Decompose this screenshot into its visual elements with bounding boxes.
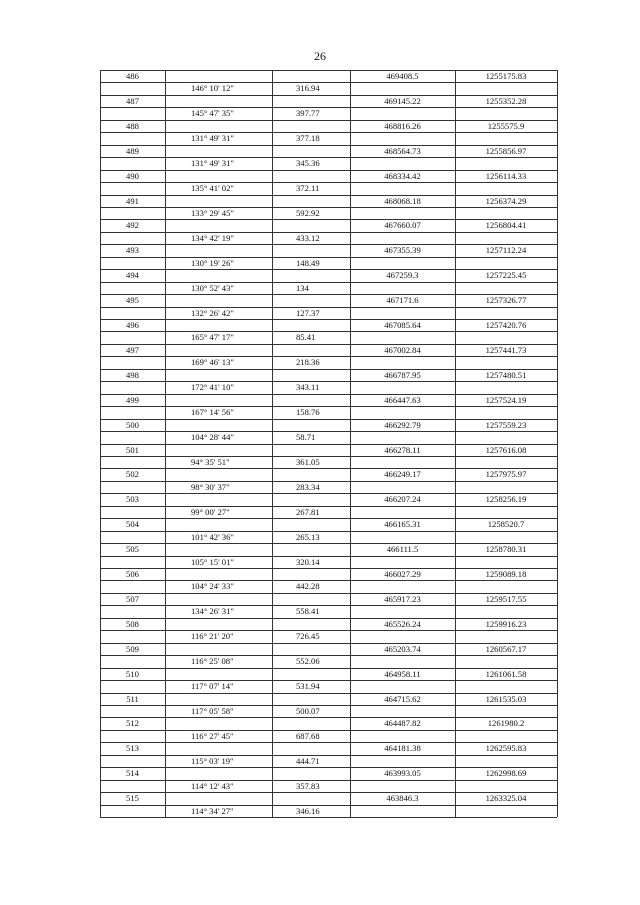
row-divider (100, 655, 557, 656)
row-divider (100, 518, 557, 519)
point-id: 505 (126, 544, 139, 555)
point-id: 498 (126, 369, 139, 380)
row-divider (100, 767, 557, 768)
row-divider (100, 157, 557, 158)
segment-length: 345.36 (296, 158, 320, 169)
row-divider (100, 792, 557, 793)
y-coordinate: 1257225.45 (485, 270, 527, 281)
point-row (100, 518, 557, 531)
point-row (100, 668, 557, 681)
row-divider (100, 170, 557, 171)
segment-row (100, 755, 557, 768)
segment-row (100, 431, 557, 444)
segment-length: 316.94 (296, 83, 320, 94)
row-divider (100, 182, 557, 183)
row-divider (100, 132, 557, 133)
row-divider (100, 481, 557, 482)
segment-row (100, 580, 557, 593)
segment-length: 218.36 (296, 357, 320, 368)
y-coordinate: 1256114.33 (485, 170, 527, 181)
y-coordinate: 1257441.73 (485, 344, 527, 355)
segment-length: 592.92 (296, 207, 320, 218)
point-id: 513 (126, 743, 139, 754)
row-divider (100, 331, 557, 332)
segment-row (100, 232, 557, 245)
x-coordinate: 467002.84 (384, 344, 421, 355)
point-id: 514 (126, 768, 139, 779)
point-row (100, 419, 557, 432)
x-coordinate: 468564.73 (384, 145, 421, 156)
x-coordinate: 465526.24 (384, 618, 421, 629)
coordinate-table (100, 70, 557, 817)
y-coordinate: 1259517.55 (485, 593, 527, 604)
segment-length: 158.76 (296, 407, 320, 418)
segment-length: 267.81 (296, 506, 320, 517)
segment-length: 442.28 (296, 581, 320, 592)
point-id: 490 (126, 170, 139, 181)
direction-angle: 130° 19' 26" (191, 257, 234, 268)
segment-length: 283.34 (296, 481, 320, 492)
page-number: 26 (314, 49, 326, 63)
row-divider (100, 431, 557, 432)
segment-length: 687.68 (296, 730, 320, 741)
point-row (100, 120, 557, 133)
point-row (100, 95, 557, 108)
point-id: 492 (126, 220, 139, 231)
x-coordinate: 466249.17 (384, 469, 421, 480)
row-divider (100, 282, 557, 283)
point-row (100, 568, 557, 581)
row-divider (100, 593, 557, 594)
y-coordinate: 1255856.97 (485, 145, 527, 156)
direction-angle: 116° 27' 45" (191, 730, 234, 741)
segment-row (100, 406, 557, 419)
column-divider (100, 70, 101, 817)
segment-length: 134 (296, 282, 309, 293)
row-divider (100, 207, 557, 208)
point-row (100, 543, 557, 556)
x-coordinate: 464181.38 (384, 743, 421, 754)
segment-length: 361.05 (296, 456, 320, 467)
x-coordinate: 463846.3 (386, 793, 419, 804)
direction-angle: 172° 41' 10" (191, 382, 234, 393)
row-divider (100, 717, 557, 718)
row-divider (100, 294, 557, 295)
row-divider (100, 493, 557, 494)
segment-row (100, 257, 557, 270)
point-id: 509 (126, 643, 139, 654)
y-coordinate: 1259089.18 (485, 569, 527, 579)
point-row (100, 269, 557, 282)
segment-length: 500.07 (296, 705, 320, 716)
point-row (100, 792, 557, 805)
direction-angle: 117° 07' 14" (191, 681, 234, 692)
segment-length: 265.13 (296, 531, 320, 542)
segment-row (100, 556, 557, 569)
direction-angle: 98° 30' 37" (191, 481, 230, 492)
y-coordinate: 1260567.17 (485, 643, 527, 654)
segment-row (100, 506, 557, 519)
row-divider (100, 506, 557, 507)
x-coordinate: 466292.79 (384, 419, 421, 430)
y-coordinate: 1255575.9 (487, 120, 525, 131)
point-row (100, 294, 557, 307)
segment-length: 346.16 (296, 805, 320, 816)
segment-length: 531.94 (296, 681, 320, 692)
direction-angle: 94° 35' 51" (191, 456, 230, 467)
segment-row (100, 630, 557, 643)
point-row (100, 145, 557, 158)
row-divider (100, 693, 557, 694)
point-id: 506 (126, 569, 139, 579)
row-divider (100, 244, 557, 245)
y-coordinate: 1263325.04 (485, 793, 527, 804)
row-divider (100, 680, 557, 681)
y-coordinate: 1262998.69 (485, 768, 527, 779)
x-coordinate: 468816.26 (384, 120, 421, 131)
point-row (100, 444, 557, 457)
x-coordinate: 467085.64 (384, 320, 421, 330)
x-coordinate: 466027.29 (384, 569, 421, 579)
row-divider (100, 668, 557, 669)
point-id: 510 (126, 668, 139, 679)
point-row (100, 468, 557, 481)
row-divider (100, 742, 557, 743)
direction-angle: 134° 26' 31" (191, 606, 234, 617)
direction-angle: 165° 47' 17" (191, 332, 234, 343)
row-divider (100, 269, 557, 270)
point-id: 503 (126, 494, 139, 505)
direction-angle: 117° 05' 58" (191, 705, 234, 716)
row-divider (100, 95, 557, 96)
y-coordinate: 1261061.58 (485, 668, 527, 679)
point-row (100, 70, 557, 83)
segment-length: 397.77 (296, 108, 320, 119)
segment-row (100, 680, 557, 693)
segment-length: 127.37 (296, 307, 320, 318)
point-id: 508 (126, 618, 139, 629)
direction-angle: 146° 10' 12" (191, 83, 234, 94)
point-id: 507 (126, 593, 139, 604)
x-coordinate: 467259.3 (386, 270, 419, 281)
point-row (100, 593, 557, 606)
row-divider (100, 232, 557, 233)
row-divider (100, 145, 557, 146)
y-coordinate: 1256804.41 (485, 220, 527, 231)
point-id: 495 (126, 295, 139, 306)
segment-row (100, 182, 557, 195)
y-coordinate: 1257420.76 (485, 320, 527, 330)
segment-row (100, 207, 557, 220)
row-divider (100, 730, 557, 731)
point-row (100, 195, 557, 208)
row-divider (100, 107, 557, 108)
x-coordinate: 466278.11 (384, 444, 421, 455)
row-divider (100, 356, 557, 357)
point-id: 496 (126, 320, 139, 330)
point-row (100, 369, 557, 382)
direction-angle: 135° 41' 02" (191, 183, 234, 194)
y-coordinate: 1257112.24 (485, 245, 527, 256)
x-coordinate: 463993.05 (384, 768, 421, 779)
y-coordinate: 1259916.23 (485, 618, 527, 629)
row-divider (100, 568, 557, 569)
x-coordinate: 466787.95 (384, 369, 421, 380)
segment-row (100, 307, 557, 320)
segment-length: 444.71 (296, 755, 320, 766)
y-coordinate: 1258780.31 (485, 544, 527, 555)
segment-row (100, 381, 557, 394)
segment-row (100, 132, 557, 145)
segment-row (100, 730, 557, 743)
point-row (100, 618, 557, 631)
direction-angle: 169° 46' 13" (191, 357, 234, 368)
segment-row (100, 107, 557, 120)
y-coordinate: 1256374.29 (485, 195, 527, 206)
segment-length: 148.49 (296, 257, 320, 268)
row-divider (100, 556, 557, 557)
y-coordinate: 1257480.51 (485, 369, 527, 380)
row-divider (100, 780, 557, 781)
row-divider (100, 70, 557, 71)
direction-angle: 133° 29' 45" (191, 207, 234, 218)
segment-length: 372.11 (296, 183, 320, 194)
row-divider (100, 755, 557, 756)
segment-row (100, 82, 557, 95)
direction-angle: 101° 42' 36" (191, 531, 234, 542)
segment-length: 85.41 (296, 332, 316, 343)
segment-row (100, 655, 557, 668)
x-coordinate: 469408.5 (386, 71, 419, 81)
row-divider (100, 543, 557, 544)
row-divider (100, 369, 557, 370)
segment-row (100, 605, 557, 618)
x-coordinate: 465203.74 (384, 643, 421, 654)
point-id: 486 (126, 71, 139, 81)
point-id: 499 (126, 394, 139, 405)
point-id: 491 (126, 195, 139, 206)
direction-angle: 116° 21' 20" (191, 631, 234, 642)
segment-length: 58.71 (296, 432, 316, 443)
direction-angle: 167° 14' 56" (191, 407, 234, 418)
point-row (100, 717, 557, 730)
row-divider (100, 307, 557, 308)
row-divider (100, 618, 557, 619)
direction-angle: 115° 03' 19" (191, 755, 234, 766)
direction-angle: 131° 49' 31" (191, 158, 234, 169)
segment-row (100, 481, 557, 494)
row-divider (100, 531, 557, 532)
row-divider (100, 444, 557, 445)
row-divider (100, 394, 557, 395)
point-row (100, 643, 557, 656)
row-divider (100, 219, 557, 220)
y-coordinate: 1261535.03 (485, 693, 527, 704)
point-row (100, 742, 557, 755)
row-divider (100, 319, 557, 320)
y-coordinate: 1255175.83 (485, 71, 527, 81)
point-row (100, 344, 557, 357)
row-divider (100, 120, 557, 121)
segment-length: 558.41 (296, 606, 320, 617)
y-coordinate: 1258520.7 (487, 519, 525, 530)
row-divider (100, 643, 557, 644)
segment-length: 377.18 (296, 133, 320, 144)
direction-angle: 131° 49' 31" (191, 133, 234, 144)
x-coordinate: 467660.07 (384, 220, 421, 231)
point-row (100, 319, 557, 332)
y-coordinate: 1255352.28 (485, 95, 527, 106)
column-divider (272, 70, 273, 817)
column-divider (557, 70, 558, 817)
point-row (100, 394, 557, 407)
row-divider (100, 468, 557, 469)
direction-angle: 114° 12' 43" (191, 780, 234, 791)
point-id: 515 (126, 793, 139, 804)
segment-row (100, 282, 557, 295)
point-id: 512 (126, 718, 139, 729)
x-coordinate: 466447.63 (384, 394, 421, 405)
direction-angle: 116° 25' 08" (191, 656, 234, 667)
direction-angle: 134° 42' 19" (191, 232, 234, 243)
row-divider (100, 344, 557, 345)
x-coordinate: 464715.62 (384, 693, 421, 704)
column-divider (455, 70, 456, 817)
point-row (100, 170, 557, 183)
x-coordinate: 469145.22 (384, 95, 421, 106)
segment-row (100, 157, 557, 170)
point-id: 489 (126, 145, 139, 156)
segment-row (100, 705, 557, 718)
direction-angle: 132° 26' 42" (191, 307, 234, 318)
segment-length: 357.83 (296, 780, 320, 791)
direction-angle: 114° 34' 27" (191, 805, 234, 816)
x-coordinate: 468068.18 (384, 195, 421, 206)
row-divider (100, 805, 557, 806)
segment-row (100, 531, 557, 544)
column-divider (350, 70, 351, 817)
row-divider (100, 705, 557, 706)
x-coordinate: 466207.24 (384, 494, 421, 505)
direction-angle: 130° 52' 43" (191, 282, 234, 293)
point-row (100, 693, 557, 706)
x-coordinate: 467171.6 (386, 295, 419, 306)
x-coordinate: 464487.82 (384, 718, 421, 729)
segment-row (100, 805, 557, 818)
direction-angle: 104° 24' 33" (191, 581, 234, 592)
row-divider (100, 195, 557, 196)
segment-length: 552.06 (296, 656, 320, 667)
point-id: 488 (126, 120, 139, 131)
segment-row (100, 780, 557, 793)
point-id: 504 (126, 519, 139, 530)
row-divider (100, 605, 557, 606)
x-coordinate: 468334.42 (384, 170, 421, 181)
point-row (100, 244, 557, 257)
segment-row (100, 331, 557, 344)
point-id: 501 (126, 444, 139, 455)
point-id: 500 (126, 419, 139, 430)
x-coordinate: 466111.5 (386, 544, 419, 555)
segment-length: 433.12 (296, 232, 320, 243)
row-divider (100, 817, 557, 818)
segment-row (100, 456, 557, 469)
row-divider (100, 630, 557, 631)
direction-angle: 104° 28' 44" (191, 432, 234, 443)
x-coordinate: 464958.11 (384, 668, 421, 679)
row-divider (100, 456, 557, 457)
point-row (100, 767, 557, 780)
direction-angle: 145° 47' 35" (191, 108, 234, 119)
segment-row (100, 356, 557, 369)
row-divider (100, 257, 557, 258)
point-id: 493 (126, 245, 139, 256)
y-coordinate: 1262595.83 (485, 743, 527, 754)
row-divider (100, 381, 557, 382)
point-id: 494 (126, 270, 139, 281)
point-id: 497 (126, 344, 139, 355)
x-coordinate: 466165.31 (384, 519, 421, 530)
row-divider (100, 580, 557, 581)
x-coordinate: 467355.39 (384, 245, 421, 256)
x-coordinate: 465917.23 (384, 593, 421, 604)
point-id: 502 (126, 469, 139, 480)
row-divider (100, 406, 557, 407)
direction-angle: 105° 15' 01" (191, 556, 234, 567)
column-divider (165, 70, 166, 817)
y-coordinate: 1261980.2 (487, 718, 525, 729)
y-coordinate: 1257326.77 (485, 295, 527, 306)
point-id: 487 (126, 95, 139, 106)
point-id: 511 (126, 693, 139, 704)
segment-length: 320.14 (296, 556, 320, 567)
row-divider (100, 82, 557, 83)
direction-angle: 99° 00' 27" (191, 506, 230, 517)
y-coordinate: 1257975.97 (485, 469, 527, 480)
y-coordinate: 1257524.19 (485, 394, 527, 405)
point-row (100, 493, 557, 506)
y-coordinate: 1257559.23 (485, 419, 527, 430)
segment-length: 726.45 (296, 631, 320, 642)
y-coordinate: 1257616.08 (485, 444, 527, 455)
point-row (100, 219, 557, 232)
segment-length: 343.11 (296, 382, 320, 393)
row-divider (100, 419, 557, 420)
y-coordinate: 1258256.19 (485, 494, 527, 505)
